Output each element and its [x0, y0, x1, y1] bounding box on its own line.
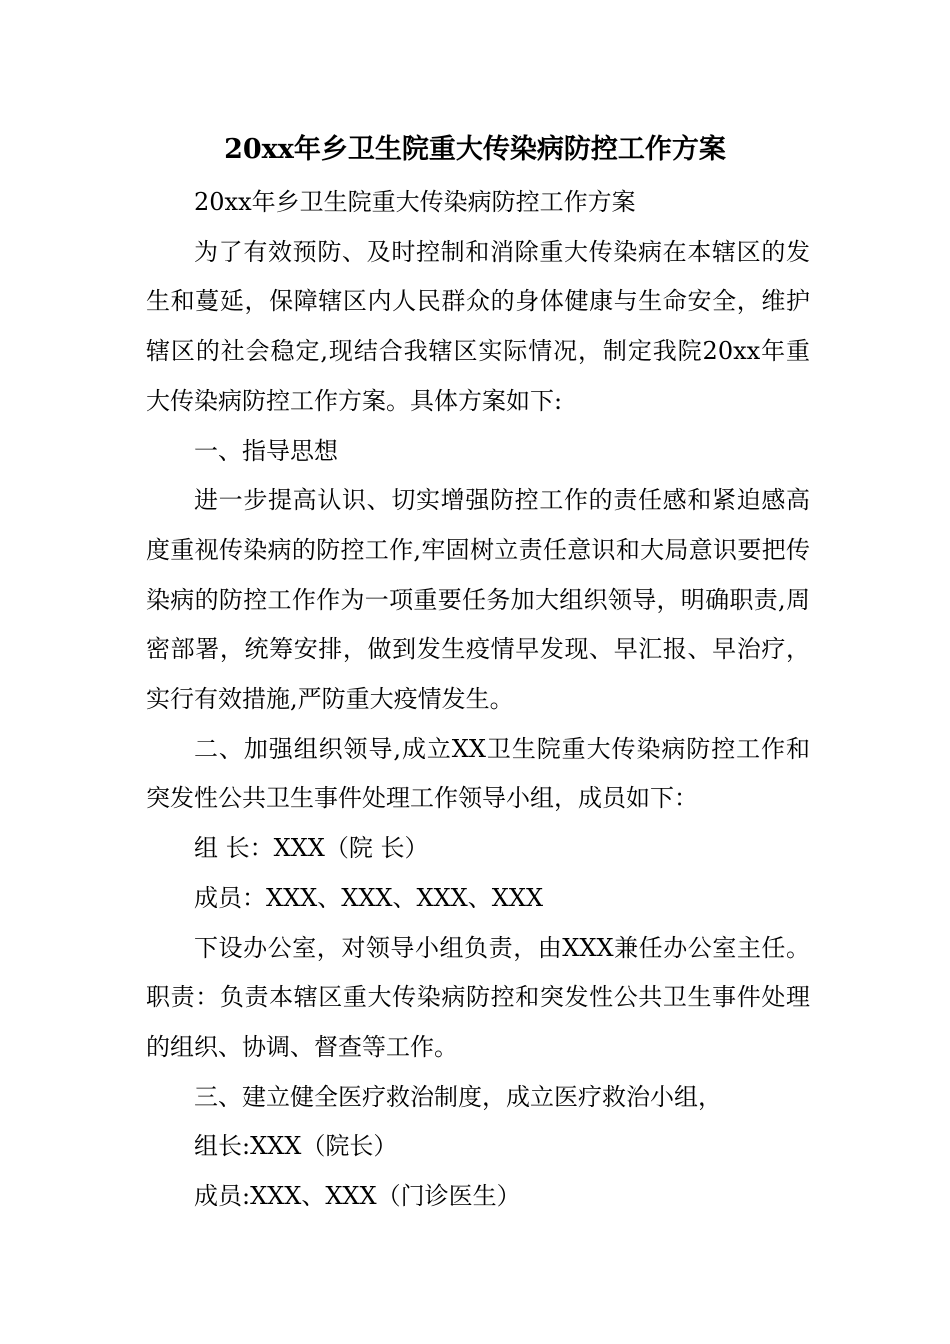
paragraph-group-leader: 组 长：XXX（院 长）	[194, 834, 429, 863]
paragraph-treatment-members: 成员:XXX、XXX（门诊医生）	[194, 1182, 521, 1211]
paragraph-intro: 为了有效预防、及时控制和消除重大传染病在本辖区的发生和蔓延，保障辖区内人民群众的身体健康与生命安全，维护辖区的社会稳定,现结合我辖区实际情况，制定我院20xx年重大传染病防控工作方案。具体方案如下:	[146, 237, 810, 415]
paragraph-guiding-thought: 进一步提高认识、切实增强防控工作的责任感和紧迫感高度重视传染病的防控工作,牢固树立责任意识和大局意识要把传染病的防控工作作为一项重要任务加大组织领导，明确职责,周密部署，统筹安排，做到发生疫情早发现、早汇报、早治疗，实行有效措施,严防重大疫情发生。	[146, 486, 810, 714]
paragraph-group-members: 成员：XXX、XXX、XXX、XXX	[194, 883, 544, 912]
section-heading-treatment: 三、建立健全医疗救治制度，成立医疗救治小组，	[194, 1082, 722, 1111]
document-body	[146, 178, 810, 1222]
paragraph-treatment-leader: 组长:XXX（院长）	[194, 1132, 398, 1161]
section-heading-guiding-thought: 一、指导思想	[194, 436, 338, 465]
document-title: 20xx年乡卫生院重大传染病防控工作方案	[224, 134, 726, 165]
section-heading-leadership: 二、加强组织领导,成立XX卫生院重大传染病防控工作和突发性公共卫生事件处理工作领导小组，成员如下：	[146, 734, 810, 813]
paragraph-subtitle: 20xx年乡卫生院重大传染病防控工作方案	[194, 188, 636, 216]
paragraph-office-duties: 下设办公室，对领导小组负责，由XXX兼任办公室主任。职责：负责本辖区重大传染病防控和突发性公共卫生事件处理的组织、协调、督查等工作。	[146, 933, 810, 1061]
